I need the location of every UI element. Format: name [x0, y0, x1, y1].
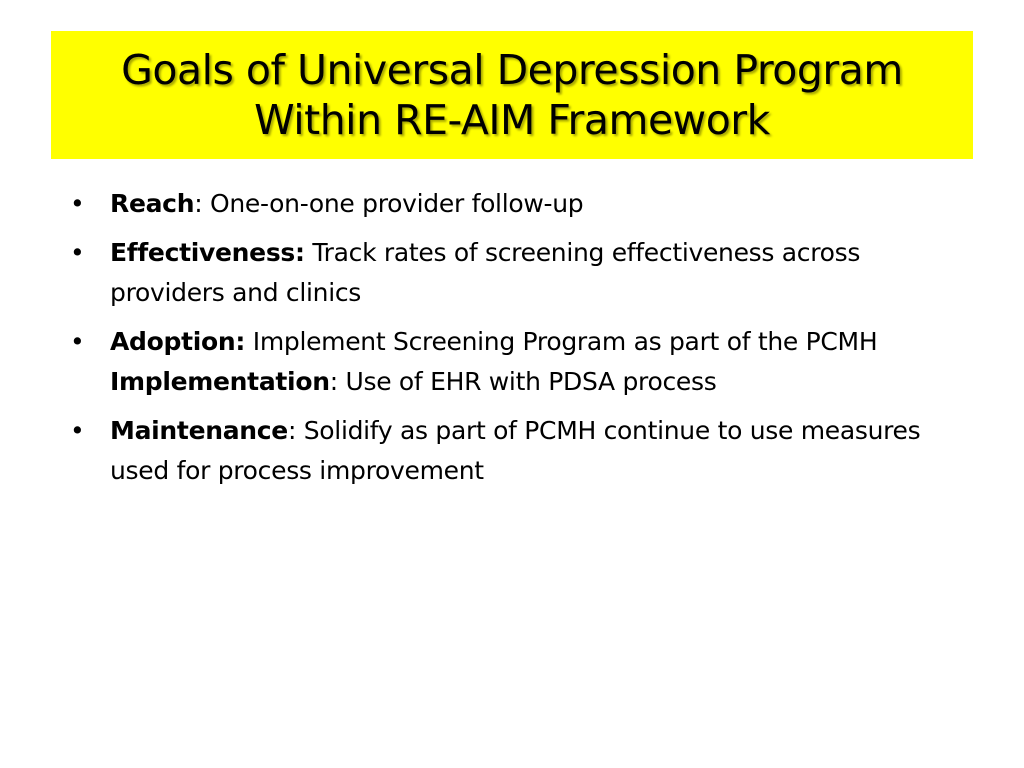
bullet-text: Use of EHR with PDSA process	[337, 367, 717, 396]
bullet-glyph: •	[70, 189, 85, 218]
slide-title-line-2: Within RE-AIM Framework	[254, 96, 770, 144]
bullet-text: Solidify as part of PCMH continue to use measures used for process improvement	[110, 416, 921, 485]
bullet-separator: :	[287, 416, 297, 445]
bullet-separator: :	[194, 189, 203, 218]
bullet-glyph: •	[70, 327, 85, 356]
bullet-separator: :	[329, 367, 338, 396]
bullet-term: Reach	[110, 189, 195, 218]
bullet-text: Track rates of screening effectiveness across providers and clinics	[110, 238, 861, 307]
bullet-term: Adoption:	[110, 327, 246, 356]
bullet-glyph: •	[70, 238, 85, 267]
bullet-adoption	[70, 322, 970, 402]
bullet-text: One-on-one provider follow-up	[202, 189, 584, 218]
bullet-effectiveness	[70, 233, 970, 313]
bullet-term: Implementation	[110, 367, 330, 396]
title-highlight-box	[51, 31, 973, 159]
bullet-reach	[70, 184, 970, 224]
slide-title-line-1: Goals of Universal Depression Program	[121, 46, 903, 94]
bullet-text: Implement Screening Program as part of the PCMH	[245, 327, 878, 356]
bullet-glyph: •	[70, 416, 85, 445]
bullet-continuation	[110, 362, 970, 402]
bullet-term: Maintenance	[110, 416, 288, 445]
bullet-list	[70, 184, 970, 500]
bullet-maintenance	[70, 411, 970, 491]
bullet-term: Effectiveness:	[110, 238, 305, 267]
